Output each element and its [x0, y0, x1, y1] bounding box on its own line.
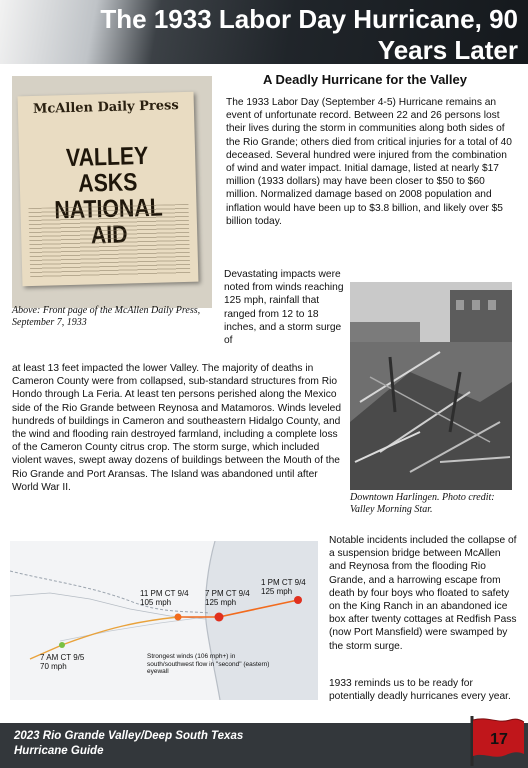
- track-point-7am-9-5: [59, 642, 65, 648]
- track-time-7pm-9-4: 7 PM CT 9/4: [205, 589, 250, 598]
- paragraph-reminder: 1933 reminds us to be ready for potentially deadly hurricanes every year.: [329, 678, 511, 703]
- page-title: The 1933 Labor Day Hurricane, 90 Years Later: [100, 4, 518, 65]
- track-point-1pm-9-4: [294, 596, 302, 604]
- track-wind-7pm-9-4: 125 mph: [205, 598, 237, 607]
- track-wind-1pm-9-4: 125 mph: [261, 587, 293, 596]
- newspaper-photo: [12, 76, 212, 308]
- eyewall-note: Strongest winds (106 mph+) in south/southwest flow in "second" (eastern) eyewall: [147, 653, 270, 675]
- track-wind-11pm-9-4: 105 mph: [140, 598, 172, 607]
- hurricane-track-map: [10, 541, 318, 700]
- paragraph-intro: The 1933 Labor Day (September 4-5) Hurricane remains an event of unfortunate record. Between 22 and 26 persons lost their lives during the storm in communities along both sides of the Rio Grande; others died from critical injuries for a total of 40 deceased. Several hundred were injured from the combination of wind and water impact. Initial damage, listed at nearly $17 million (1933 dollars) may have been closer to $50 to $60 million. Normalized damage based on 2008 population and inflation would have been up to $3.8 billion, and likely over $5 billion today.: [226, 97, 512, 227]
- newspaper-columns: [28, 204, 190, 278]
- paragraph-impacts-end: at least 13 feet impacted the lower Valley. The majority of deaths in Cameron County were from collapsed, sub-standard structures from Rio Hondo through La Feria. At least ten persons perished along the Mexico side of the Rio Grande between Reynosa and Matamoros. Winds leveled hundreds of buildings in Cameron and southeastern Hidalgo County, and the wind and flooding rain destroyed farmland, including a complete loss of the Cameron County citrus crop. The storm surge, which included violent waves, swept away dozens of buildings between the Mouth of the Rio Grande and Port Aransas. The Island was abandoned until after World War II.: [12, 363, 342, 493]
- track-time-11pm-9-4: 11 PM CT 9/4: [140, 589, 189, 598]
- track-point-7pm-9-4: [215, 613, 224, 622]
- track-time-7am-9-5: 7 AM CT 9/5: [40, 653, 85, 662]
- newspaper-headline: VALLEY ASKS NATIONAL AID: [54, 141, 163, 250]
- newspaper-masthead: McAllen Daily Press: [32, 98, 179, 117]
- footer-guide-line1: 2023 Rio Grande Valley/Deep South Texas: [14, 730, 244, 742]
- title-banner: [0, 0, 528, 64]
- track-label-11pm-9-4: [140, 589, 189, 607]
- damage-photo-image: [350, 282, 512, 490]
- track-point-11pm-9-4: [175, 614, 182, 621]
- track-map-graphic: [10, 541, 318, 700]
- harlingen-photo-caption: Downtown Harlingen. Photo credit: Valley Morning Star.: [350, 492, 495, 515]
- footer-guide-line2: Hurricane Guide: [14, 745, 104, 757]
- track-label-7pm-9-4: [205, 589, 250, 607]
- track-time-1pm-9-4: 1 PM CT 9/4: [261, 578, 306, 587]
- track-label-7am-9-5: [40, 653, 84, 671]
- harlingen-damage-photo: [350, 282, 512, 490]
- track-label-1pm-9-4: [261, 578, 306, 596]
- page-number: 17: [490, 731, 508, 748]
- track-wind-7am-9-5: 70 mph: [40, 662, 67, 671]
- paragraph-impacts-start: Devastating impacts were noted from winds reaching 125 mph, rainfall that ranged from 12 to 18 inches, and a storm surge of: [224, 269, 344, 347]
- paragraph-incidents: Notable incidents included the collapse of a suspension bridge between McAllen and Reynosa from the flooding Rio Grande, and a harrowing escape from death by four boys who floated to safety on the King Ranch in an abandoned ice box after twenty cottages at Redfish Pass (now Port Mansfield) were swamped by the storm surge.: [329, 535, 517, 652]
- footer-guide-title: [14, 729, 314, 759]
- newspaper-photo-caption: Above: Front page of the McAllen Daily Press, September 7, 1933: [12, 305, 201, 328]
- article-subtitle: A Deadly Hurricane for the Valley: [263, 72, 467, 87]
- newspaper-front-page: [18, 92, 199, 287]
